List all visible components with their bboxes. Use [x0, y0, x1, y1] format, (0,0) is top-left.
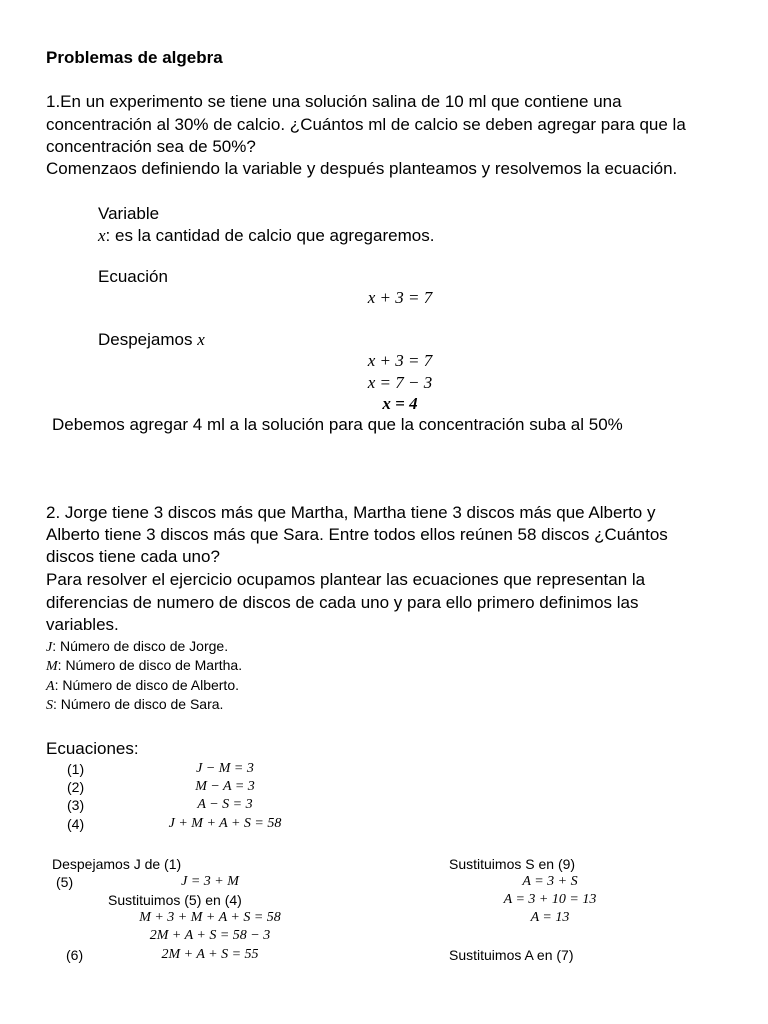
equation-3: A − S = 3 — [197, 797, 253, 812]
right-step-3: A = 13 — [530, 910, 570, 925]
variable-definition — [98, 226, 434, 246]
problem2-line1: 2. Jorge tiene 3 discos más que Martha, Martha tiene 3 discos más que Alberto y — [46, 503, 656, 522]
problem2-line2: Alberto tiene 3 discos más que Sara. Entre todos ellos reúnen 58 discos ¿Cuántos — [46, 525, 668, 544]
variable-symbol-s: S — [46, 698, 53, 713]
problem2-line3: discos tiene cada uno? — [46, 547, 220, 566]
problem2-line4: Para resolver el ejercicio ocupamos plantear las ecuaciones que representan la — [46, 570, 646, 589]
page-title: Problemas de algebra — [46, 48, 223, 67]
equation-number-6: (6) — [66, 947, 84, 963]
variable-description: : es la cantidad de calcio que agregaremos. — [105, 226, 435, 245]
problem2-line5: diferencias de numero de discos de cada uno y para ello primero definimos las — [46, 593, 639, 612]
ecuacion-heading: Ecuación — [98, 267, 168, 286]
variable-symbol: x — [98, 226, 106, 245]
solution-step-2: x = 7 − 3 — [367, 373, 433, 392]
variable-desc-j: : Número de disco de Jorge. — [52, 638, 229, 654]
substitution-step-2: 2M + A + S = 58 − 3 — [149, 928, 271, 943]
solution-step-1: x + 3 = 7 — [367, 351, 433, 370]
sustituimos-s-label: Sustituimos S en (9) — [449, 856, 576, 872]
variable-def-m — [46, 657, 242, 676]
equation-number-2: (2) — [67, 779, 85, 795]
equation-number-3: (3) — [67, 797, 85, 813]
equation-main: x + 3 = 7 — [367, 288, 433, 307]
ecuaciones-heading: Ecuaciones: — [46, 739, 139, 758]
equation-4: J + M + A + S = 58 — [168, 816, 282, 831]
despejamos-heading — [98, 330, 205, 350]
variable-def-j — [46, 638, 228, 657]
right-step-1: A = 3 + S — [522, 874, 578, 889]
variable-heading: Variable — [98, 204, 160, 223]
problem1-line3: concentración sea de 50%? — [46, 137, 256, 156]
variable-def-a — [46, 677, 239, 696]
variable-symbol-m: M — [46, 659, 58, 674]
variable-def-s — [46, 696, 223, 715]
equation-5: J = 3 + M — [181, 874, 239, 889]
problem1-line2: concentración al 30% de calcio. ¿Cuántos ml de calcio se deben agregar para que la — [46, 115, 686, 134]
variable-desc-a: : Número de disco de Alberto. — [54, 677, 239, 693]
problem2-line6: variables. — [46, 615, 119, 634]
equation-number-1: (1) — [67, 761, 85, 777]
substitution-step-1: M + 3 + M + A + S = 58 — [139, 910, 281, 925]
problem1-conclusion: Debemos agregar 4 ml a la solución para que la concentración suba al 50% — [52, 415, 623, 434]
equation-number-4: (4) — [67, 816, 85, 832]
variable-symbol-j: J — [46, 640, 53, 655]
variable-symbol-a: A — [46, 679, 55, 694]
equation-number-5: (5) — [56, 874, 74, 890]
equation-2: M − A = 3 — [195, 779, 255, 794]
sustituimos-5-label: Sustituimos (5) en (4) — [108, 892, 242, 908]
problem1-line1: 1.En un experimento se tiene una solución salina de 10 ml que contiene una — [46, 92, 622, 111]
problem1-line4: Comenzaos definiendo la variable y después planteamos y resolvemos la ecuación. — [46, 159, 678, 178]
despejamos-j-label: Despejamos J de (1) — [52, 856, 182, 872]
sustituimos-a-label: Sustituimos A en (7) — [449, 947, 574, 963]
equation-6: 2M + A + S = 55 — [161, 947, 259, 962]
variable-desc-s: : Número de disco de Sara. — [53, 696, 224, 712]
solution-step-3: x = 4 — [382, 394, 418, 413]
despejamos-label: Despejamos — [98, 330, 193, 349]
equation-1: J − M = 3 — [196, 761, 254, 776]
despejamos-variable: x — [197, 330, 205, 349]
variable-desc-m: : Número de disco de Martha. — [57, 657, 243, 673]
right-step-2: A = 3 + 10 = 13 — [503, 892, 597, 907]
